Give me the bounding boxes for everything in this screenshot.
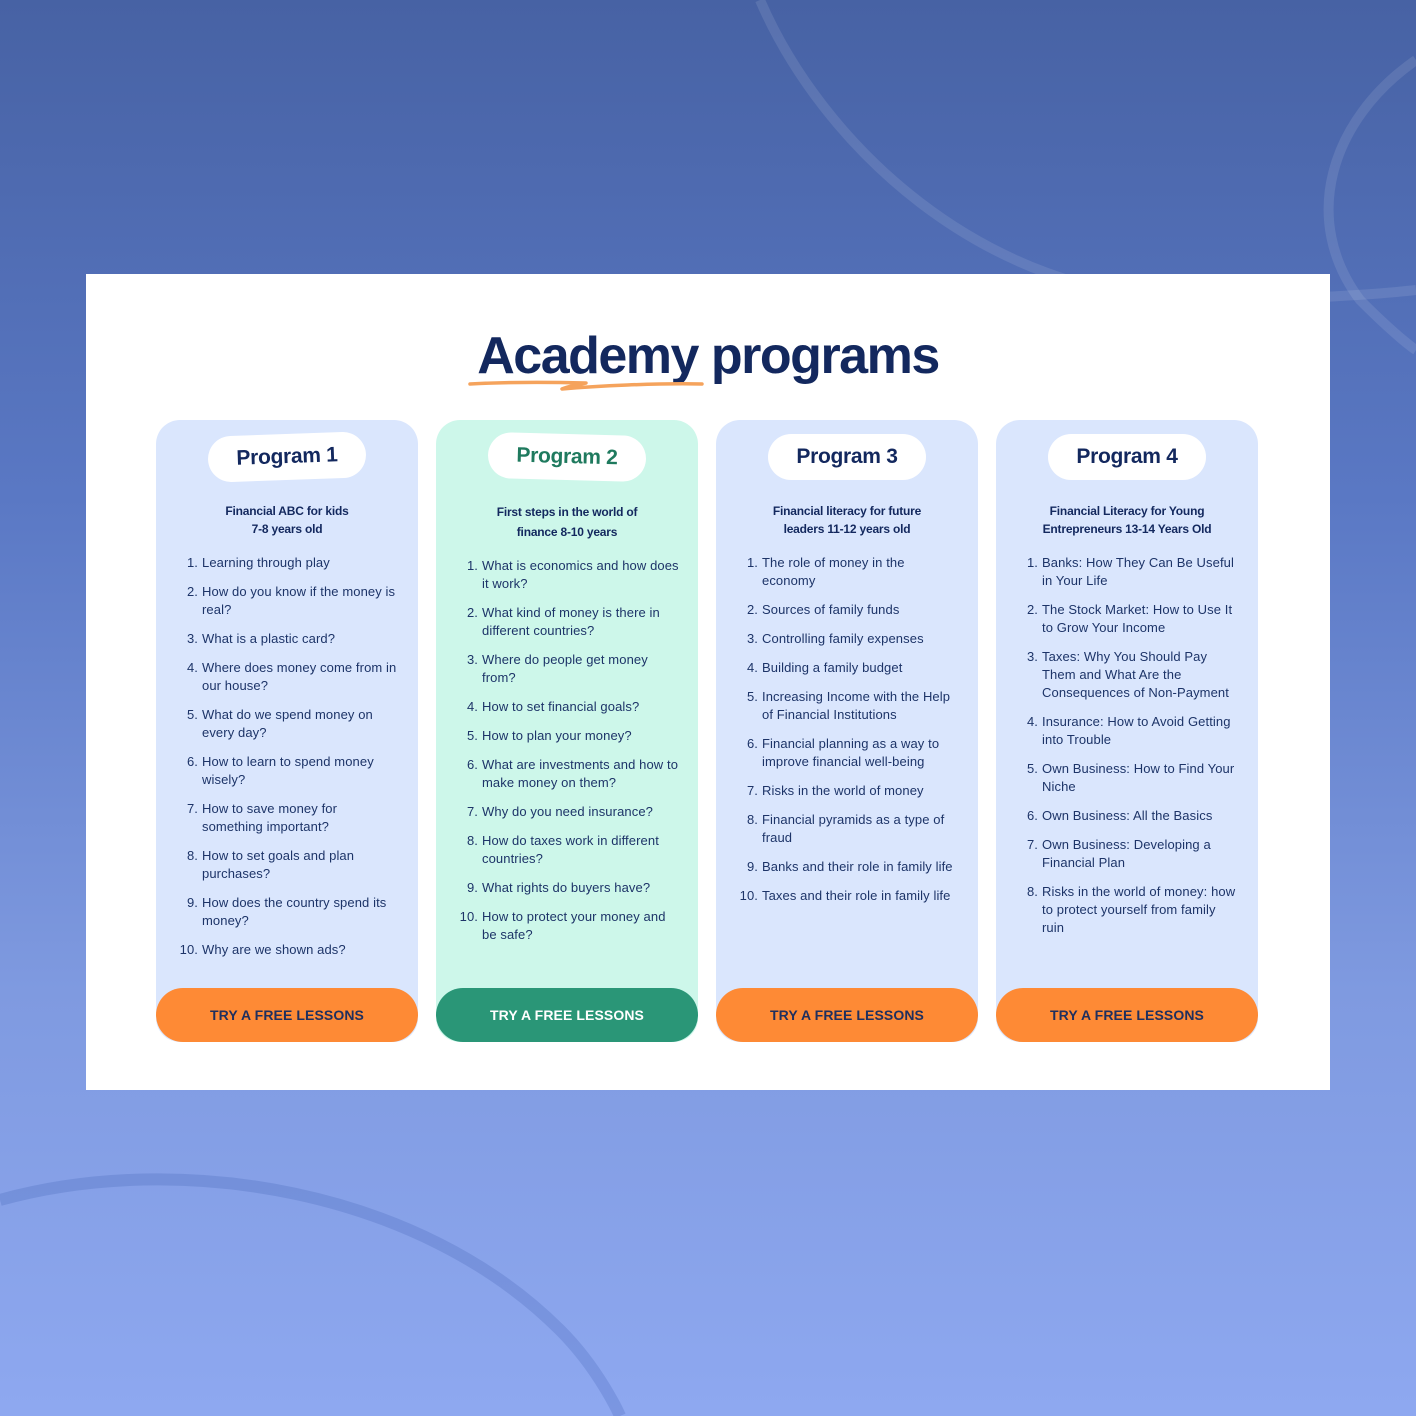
programs-panel: [86, 274, 1330, 1090]
program-subtitle-line: Financial ABC for kids: [225, 504, 349, 518]
lesson-number: 10.: [459, 909, 478, 924]
lesson-number: 10.: [739, 888, 758, 903]
try-free-lessons-button[interactable]: TRY A FREE LESSONS: [716, 988, 978, 1042]
lesson-number: 7.: [186, 801, 198, 816]
lesson-title: Where does money come from in our house?: [202, 660, 397, 693]
lesson-number: 2.: [186, 584, 198, 599]
lesson-title: How do you know if the money is real?: [202, 584, 396, 617]
list-item: [458, 727, 680, 745]
lesson-title: Banks: How They Can Be Useful in Your Life: [1042, 555, 1234, 588]
list-item: [1018, 601, 1240, 637]
program-title: Program 4: [1048, 434, 1206, 480]
lesson-number: 1.: [186, 555, 198, 570]
lesson-number: 3.: [1026, 649, 1038, 664]
lesson-title: How to set financial goals?: [482, 699, 640, 714]
program-subtitle-line: leaders 11-12 years old: [783, 522, 911, 536]
list-item: [178, 753, 400, 789]
program-subtitle: [456, 502, 678, 542]
lesson-title: Financial pyramids as a type of fraud: [762, 812, 945, 845]
lesson-title: Financial planning as a way to improve financial well-being: [762, 736, 940, 769]
lesson-title: The role of money in the economy: [762, 555, 905, 588]
program-subtitle: [736, 502, 958, 538]
list-item: [458, 651, 680, 687]
lesson-number: 9.: [466, 880, 478, 895]
lesson-number: 7.: [746, 783, 758, 798]
lesson-number: 6.: [746, 736, 758, 751]
list-item: [178, 800, 400, 836]
program-title: Program 2: [487, 432, 646, 482]
lesson-title: Own Business: Developing a Financial Plan: [1042, 837, 1211, 870]
lesson-title: How does the country spend its money?: [202, 895, 387, 928]
lesson-list: [458, 557, 680, 955]
program-title: Program 1: [207, 431, 367, 482]
list-item: [738, 782, 960, 800]
program-subtitle-line: Financial literacy for future: [772, 504, 922, 518]
lesson-number: 3.: [186, 631, 198, 646]
lesson-number: 2.: [746, 602, 758, 617]
lesson-title: Own Business: All the Basics: [1042, 808, 1213, 823]
list-item: [178, 847, 400, 883]
lesson-number: 4.: [746, 660, 758, 675]
list-item: [1018, 836, 1240, 872]
lesson-number: 5.: [746, 689, 758, 704]
lesson-title: Why are we shown ads?: [202, 942, 346, 957]
lesson-title: Taxes: Why You Should Pay Them and What Are the Consequences of Non-Payment: [1042, 649, 1229, 700]
list-item: [1018, 648, 1240, 702]
lesson-title: Why do you need insurance?: [482, 804, 653, 819]
list-item: [178, 659, 400, 695]
lesson-title: What is a plastic card?: [202, 631, 336, 646]
list-item: [1018, 807, 1240, 825]
program-card-2: [436, 420, 698, 1042]
lesson-number: 8.: [186, 848, 198, 863]
program-subtitle-line: 7-8 years old: [251, 522, 323, 536]
lesson-title: Risks in the world of money: how to protect yourself from family ruin: [1042, 884, 1236, 935]
lesson-title: How to protect your money and be safe?: [482, 909, 666, 942]
list-item: [738, 554, 960, 590]
try-free-lessons-button[interactable]: TRY A FREE LESSONS: [156, 988, 418, 1042]
list-item: [738, 659, 960, 677]
list-item: [458, 908, 680, 944]
list-item: [738, 858, 960, 876]
lesson-title: Building a family budget: [762, 660, 903, 675]
lesson-number: 2.: [1026, 602, 1038, 617]
lesson-number: 5.: [466, 728, 478, 743]
lesson-number: 4.: [1026, 714, 1038, 729]
lesson-number: 8.: [746, 812, 758, 827]
lesson-number: 1.: [746, 555, 758, 570]
list-item: [458, 557, 680, 593]
program-subtitle: [176, 502, 398, 538]
lesson-number: 3.: [466, 652, 478, 667]
lesson-number: 7.: [1026, 837, 1038, 852]
lesson-number: 5.: [186, 707, 198, 722]
lesson-title: Banks and their role in family life: [762, 859, 953, 874]
lesson-title: What are investments and how to make money on them?: [482, 757, 679, 790]
program-subtitle-line: finance 8-10 years: [516, 525, 618, 539]
lesson-title: How to set goals and plan purchases?: [202, 848, 355, 881]
lesson-list: [178, 554, 400, 970]
lesson-number: 6.: [466, 757, 478, 772]
lesson-title: How to plan your money?: [482, 728, 632, 743]
list-item: [738, 601, 960, 619]
lesson-number: 9.: [746, 859, 758, 874]
program-cards: [156, 420, 1260, 1042]
lesson-title: Insurance: How to Avoid Getting into Trouble: [1042, 714, 1231, 747]
list-item: [178, 630, 400, 648]
program-subtitle: [1016, 502, 1238, 538]
program-title: Program 3: [768, 434, 926, 480]
list-item: [178, 894, 400, 930]
lesson-title: The Stock Market: How to Use It to Grow Your Income: [1042, 602, 1233, 635]
title-wrap: [86, 326, 1330, 386]
lesson-title: Where do people get money from?: [482, 652, 648, 685]
list-item: [738, 735, 960, 771]
lesson-title: How to learn to spend money wisely?: [202, 754, 374, 787]
list-item: [738, 630, 960, 648]
lesson-number: 10.: [179, 942, 198, 957]
lesson-number: 7.: [466, 804, 478, 819]
lesson-title: Learning through play: [202, 555, 330, 570]
lesson-title: Increasing Income with the Help of Financial Institutions: [762, 689, 951, 722]
lesson-title: Risks in the world of money: [762, 783, 924, 798]
try-free-lessons-button[interactable]: TRY A FREE LESSONS: [436, 988, 698, 1042]
lesson-title: Taxes and their role in family life: [762, 888, 951, 903]
program-card-1: [156, 420, 418, 1042]
program-subtitle-line: Financial Literacy for Young: [1049, 504, 1205, 518]
lesson-number: 4.: [186, 660, 198, 675]
lesson-number: 6.: [1026, 808, 1038, 823]
lesson-number: 2.: [466, 605, 478, 620]
lesson-title: What do we spend money on every day?: [202, 707, 373, 740]
try-free-lessons-button[interactable]: TRY A FREE LESSONS: [996, 988, 1258, 1042]
lesson-number: 1.: [466, 558, 478, 573]
list-item: [1018, 760, 1240, 796]
lesson-number: 1.: [1026, 555, 1038, 570]
list-item: [1018, 713, 1240, 749]
lesson-number: 3.: [746, 631, 758, 646]
list-item: [458, 604, 680, 640]
program-subtitle-line: First steps in the world of: [496, 505, 638, 519]
list-item: [458, 879, 680, 897]
lesson-title: Own Business: How to Find Your Niche: [1042, 761, 1235, 794]
lesson-title: How to save money for something important?: [202, 801, 338, 834]
lesson-title: What rights do buyers have?: [482, 880, 651, 895]
lesson-number: 5.: [1026, 761, 1038, 776]
lesson-number: 6.: [186, 754, 198, 769]
program-subtitle-line: Entrepreneurs 13-14 Years Old: [1042, 522, 1212, 536]
list-item: [178, 583, 400, 619]
list-item: [1018, 554, 1240, 590]
list-item: [178, 554, 400, 572]
list-item: [738, 811, 960, 847]
lesson-title: What kind of money is there in different countries?: [482, 605, 660, 638]
list-item: [458, 832, 680, 868]
list-item: [738, 887, 960, 905]
lesson-list: [1018, 554, 1240, 948]
page-title: Academy programs: [477, 327, 939, 385]
list-item: [1018, 883, 1240, 937]
lesson-number: 8.: [1026, 884, 1038, 899]
lesson-number: 9.: [186, 895, 198, 910]
lesson-title: Sources of family funds: [762, 602, 900, 617]
list-item: [458, 698, 680, 716]
list-item: [458, 803, 680, 821]
lesson-list: [738, 554, 960, 916]
list-item: [738, 688, 960, 724]
lesson-number: 4.: [466, 699, 478, 714]
lesson-title: Controlling family expenses: [762, 631, 924, 646]
lesson-number: 8.: [466, 833, 478, 848]
lesson-title: What is economics and how does it work?: [482, 558, 679, 591]
lesson-title: How do taxes work in different countries?: [482, 833, 659, 866]
list-item: [178, 706, 400, 742]
list-item: [178, 941, 400, 959]
program-card-4: [996, 420, 1258, 1042]
list-item: [458, 756, 680, 792]
title-underline-scribble: [466, 372, 706, 394]
program-card-3: [716, 420, 978, 1042]
